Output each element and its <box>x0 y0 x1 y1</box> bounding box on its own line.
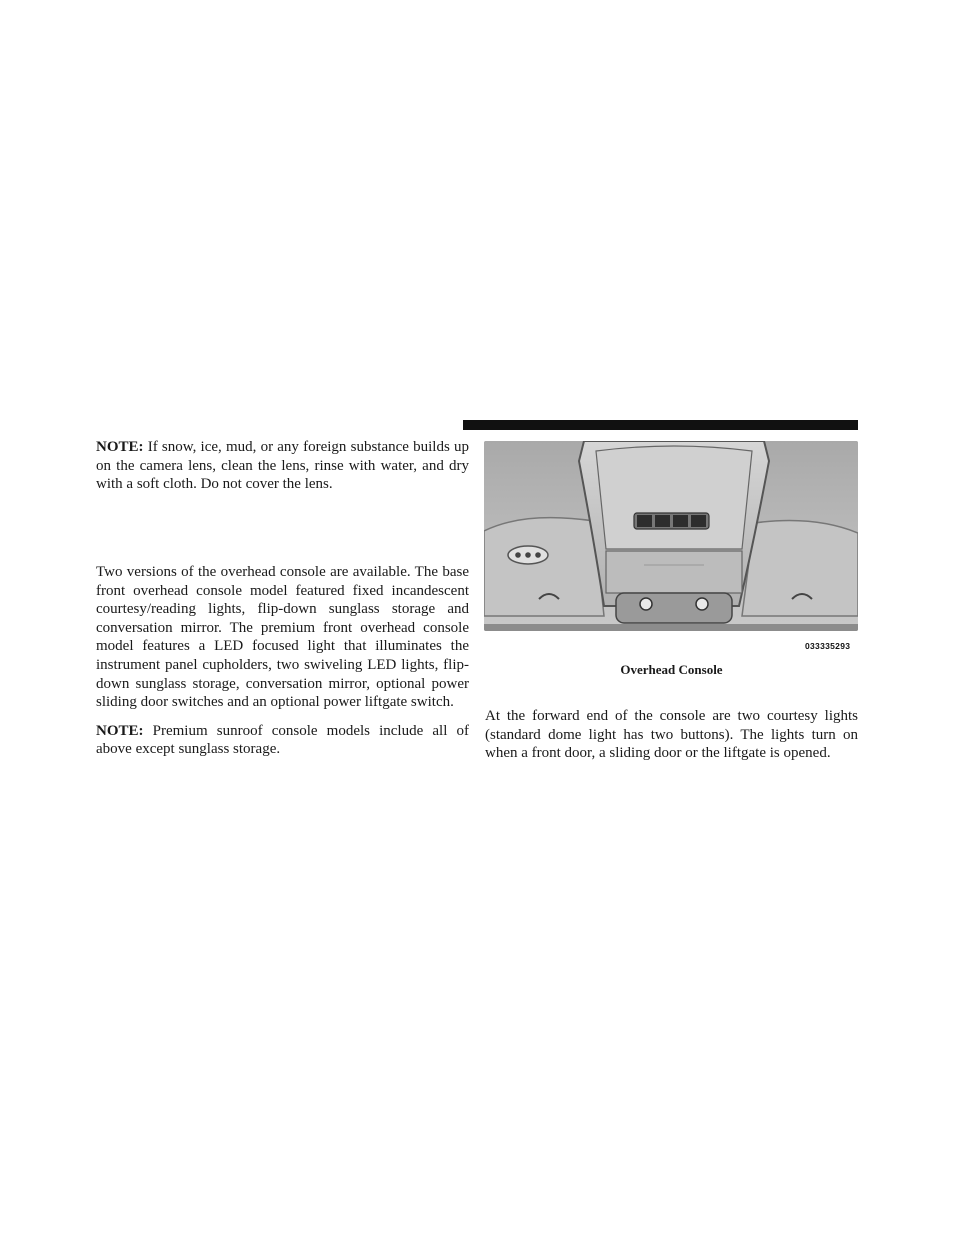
note-sunroof <box>96 722 469 759</box>
overhead-console-paragraph: Two versions of the overhead console are available. The base front overhead console model featured fixed incandescent courtesy/reading lights, flip-down sunglass storage and conversation mirror. The premium front overhead console model features a LED focused light that illuminates the instrument panel cupholders, two swiveling LED lights, flip-down sunglass storage, conversation mirror, optional power sliding door switches and an optional power liftgate switch. <box>96 564 469 711</box>
left-column-body <box>96 563 469 759</box>
note-label: NOTE: <box>96 439 144 455</box>
section-header-bar <box>463 420 858 430</box>
overhead-console-illustration <box>484 441 858 631</box>
overhead-console-figure <box>484 441 858 631</box>
figure-code: 033335293 <box>805 641 851 651</box>
note-text: If snow, ice, mud, or any foreign substance builds up on the camera lens, clean the lens, rinse with water, and dry with a soft cloth. Do not cover the lens. <box>96 439 469 493</box>
figure-caption: Overhead Console <box>620 662 723 677</box>
note-label: NOTE: <box>96 722 144 739</box>
note-text: Premium sunroof console models include all of above except sunglass storage. <box>96 722 469 758</box>
note-camera-lens <box>96 438 469 494</box>
courtesy-lights-paragraph: At the forward end of the console are two courtesy lights (standard dome light has two buttons). The lights turn on when a front door, a sliding door or the liftgate is opened. <box>485 708 858 762</box>
left-column <box>96 438 469 494</box>
right-column <box>485 707 858 763</box>
